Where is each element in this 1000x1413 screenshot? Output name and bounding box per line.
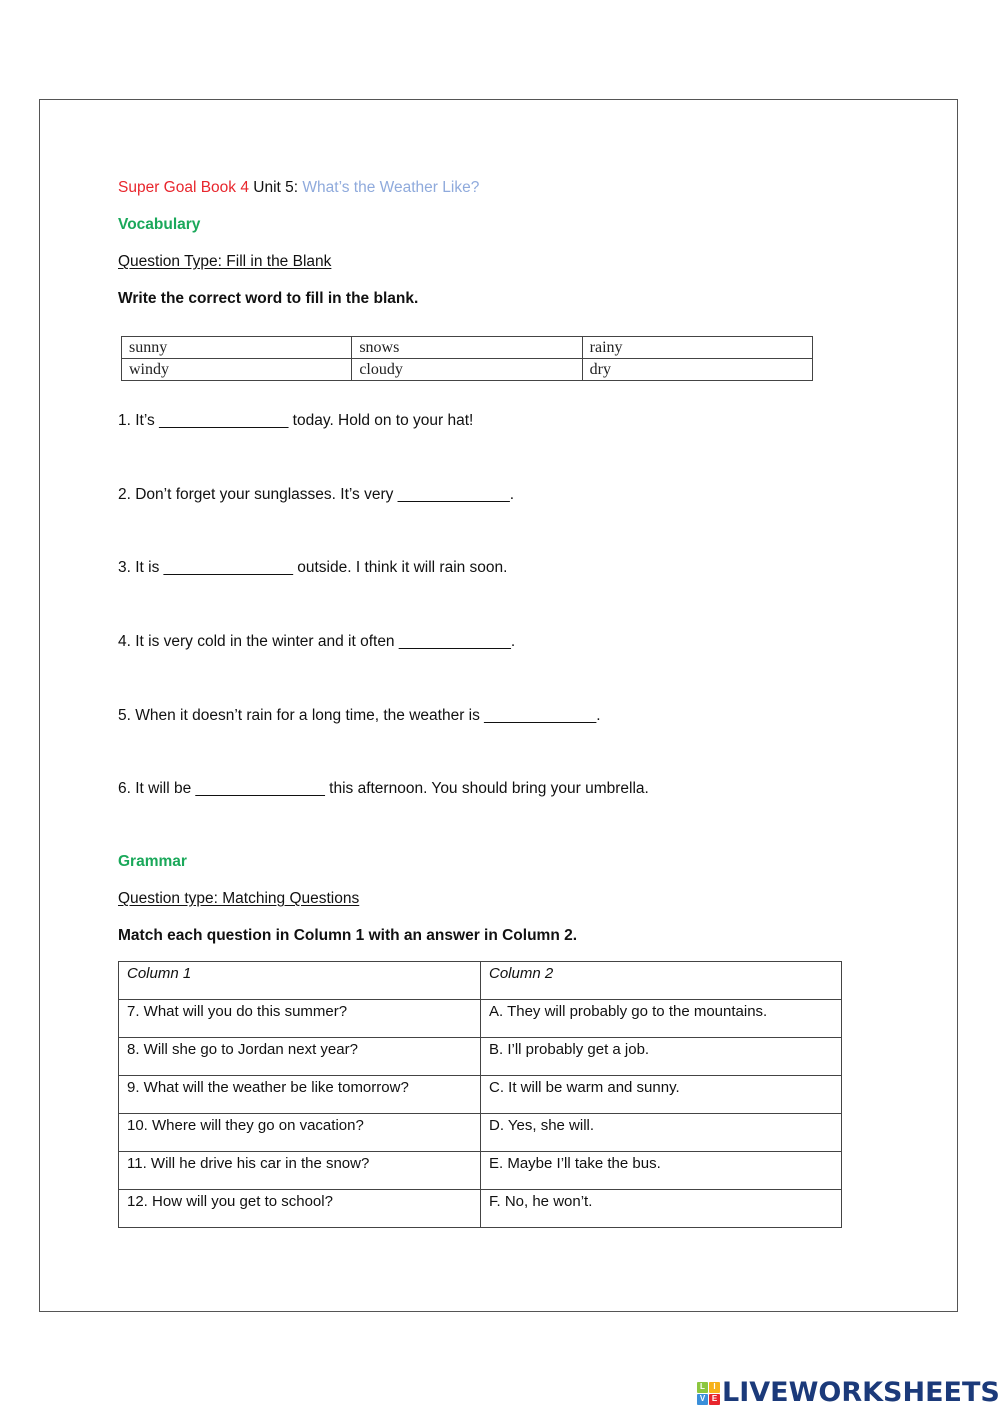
matching-table	[118, 961, 842, 1228]
matching-row	[119, 1190, 842, 1228]
matching-answer[interactable]: E. Maybe I’ll take the bus.	[481, 1152, 842, 1190]
matching-row	[119, 1114, 842, 1152]
live-tiles-icon	[697, 1382, 720, 1405]
tile-l: L	[697, 1382, 708, 1393]
vocabulary-question-type: Question Type: Fill in the Blank	[118, 253, 332, 270]
liveworksheets-logo	[697, 1378, 1000, 1408]
grammar-heading: Grammar	[118, 853, 187, 870]
matching-question[interactable]: 9. What will the weather be like tomorrow?	[119, 1076, 481, 1114]
column-1-header: Column 1	[119, 962, 481, 1000]
vocabulary-instruction: Write the correct word to fill in the blank.	[118, 290, 419, 307]
tile-v: V	[697, 1394, 708, 1405]
word-bank-cell: cloudy	[352, 359, 582, 381]
matching-question[interactable]: 11. Will he drive his car in the snow?	[119, 1152, 481, 1190]
vocabulary-heading: Vocabulary	[118, 216, 201, 233]
book-name: Super Goal Book 4	[118, 179, 249, 196]
grammar-question-type: Question type: Matching Questions	[118, 890, 360, 907]
fill-blank-question-4[interactable]: 4. It is very cold in the winter and it often _____________.	[118, 633, 516, 650]
column-2-header: Column 2	[481, 962, 842, 1000]
matching-answer[interactable]: C. It will be warm and sunny.	[481, 1076, 842, 1114]
word-bank-row	[122, 359, 813, 381]
matching-answer[interactable]: F. No, he won’t.	[481, 1190, 842, 1228]
fill-blank-question-3[interactable]: 3. It is _______________ outside. I think it will rain soon.	[118, 559, 508, 576]
word-bank-cell: windy	[122, 359, 352, 381]
word-bank-row	[122, 337, 813, 359]
matching-row	[119, 1038, 842, 1076]
fill-blank-question-1[interactable]: 1. It’s _______________ today. Hold on to your hat!	[118, 412, 474, 429]
matching-answer[interactable]: B. I’ll probably get a job.	[481, 1038, 842, 1076]
matching-question[interactable]: 12. How will you get to school?	[119, 1190, 481, 1228]
tile-i: I	[709, 1382, 720, 1393]
tile-e: E	[709, 1394, 720, 1405]
word-bank-table	[121, 336, 813, 381]
unit-title: What’s the Weather Like?	[302, 179, 480, 196]
matching-answer[interactable]: D. Yes, she will.	[481, 1114, 842, 1152]
grammar-instruction: Match each question in Column 1 with an answer in Column 2.	[118, 927, 578, 944]
matching-header-row	[119, 962, 842, 1000]
matching-row	[119, 1000, 842, 1038]
matching-question[interactable]: 10. Where will they go on vacation?	[119, 1114, 481, 1152]
fill-blank-question-5[interactable]: 5. When it doesn’t rain for a long time, the weather is _____________.	[118, 707, 601, 724]
matching-question[interactable]: 8. Will she go to Jordan next year?	[119, 1038, 481, 1076]
word-bank-cell: sunny	[122, 337, 352, 359]
fill-blank-question-2[interactable]: 2. Don’t forget your sunglasses. It’s very _____________.	[118, 486, 515, 503]
logo-text: LIVEWORKSHEETS	[722, 1377, 1000, 1408]
matching-row	[119, 1152, 842, 1190]
worksheet-title	[118, 179, 479, 197]
matching-answer[interactable]: A. They will probably go to the mountains.	[481, 1000, 842, 1038]
word-bank-cell: dry	[582, 359, 812, 381]
unit-label: Unit 5:	[248, 179, 303, 196]
matching-question[interactable]: 7. What will you do this summer?	[119, 1000, 481, 1038]
fill-blank-question-6[interactable]: 6. It will be _______________ this afternoon. You should bring your umbrella.	[118, 780, 649, 797]
matching-row	[119, 1076, 842, 1114]
word-bank-cell: snows	[352, 337, 582, 359]
word-bank-cell: rainy	[582, 337, 812, 359]
